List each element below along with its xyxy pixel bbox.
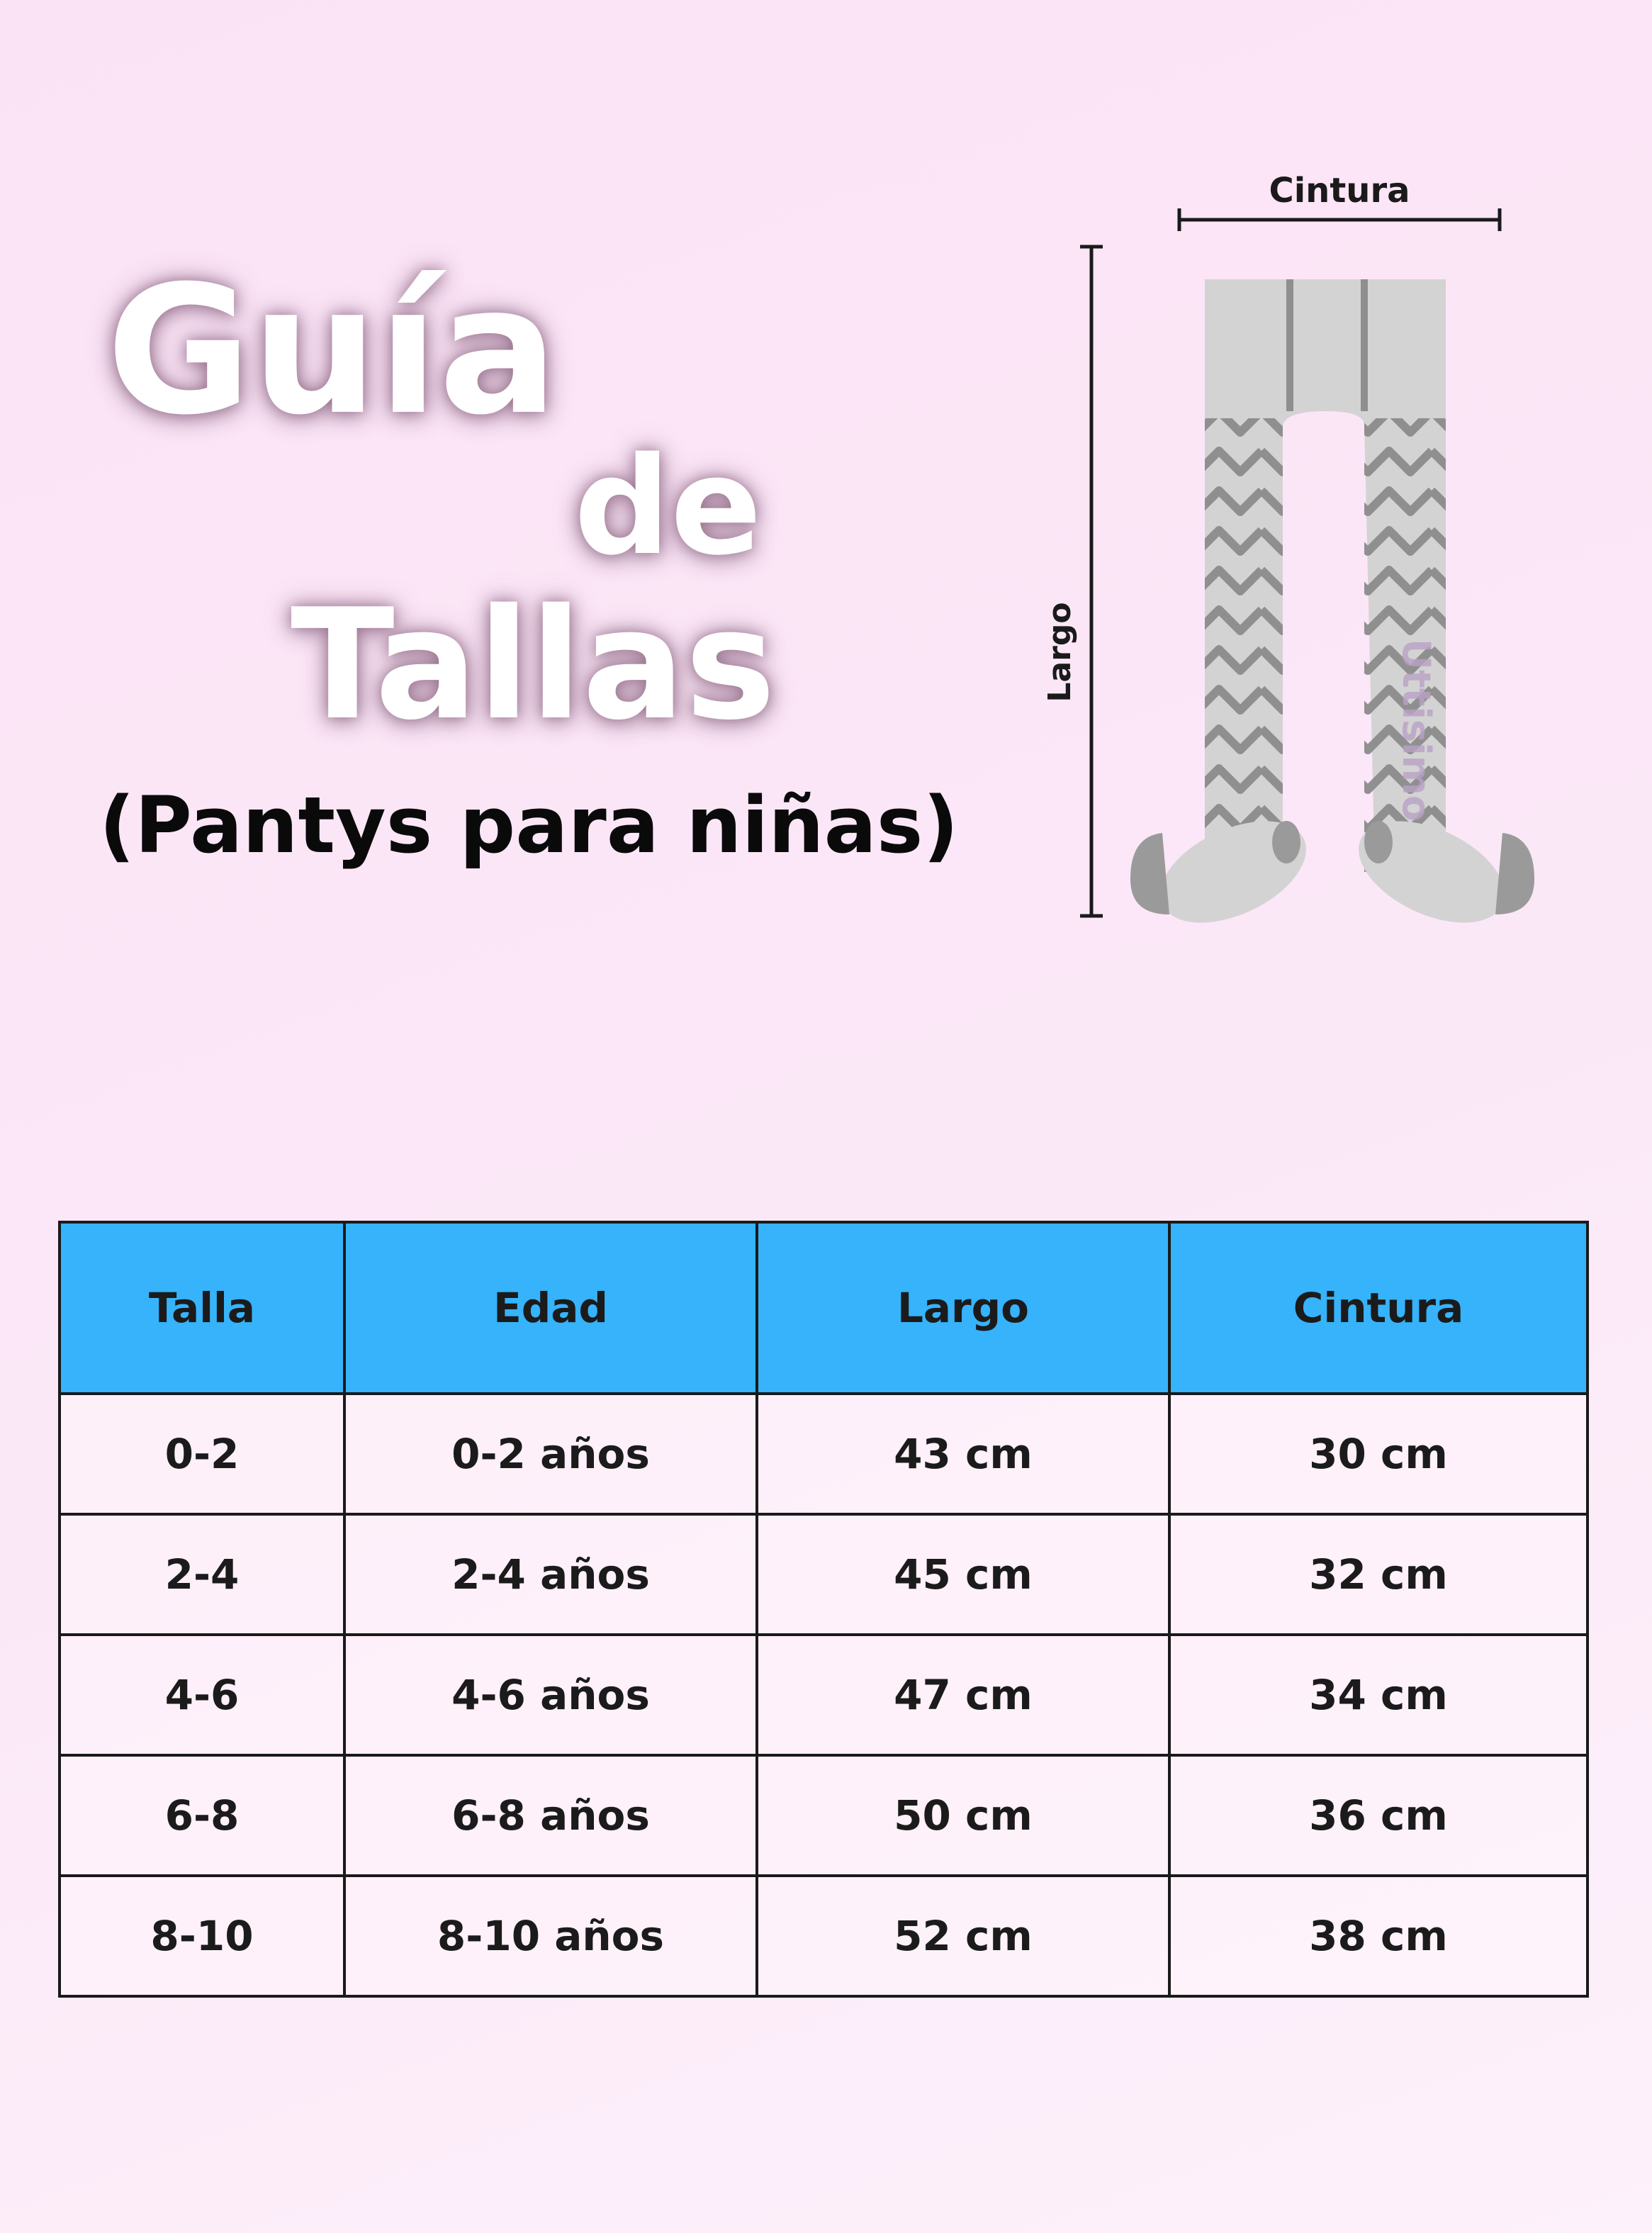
length-dimension	[1042, 247, 1103, 916]
waist-dimension	[1179, 171, 1500, 231]
cell-largo: 50 cm	[757, 1755, 1169, 1876]
table-header-row	[60, 1222, 1588, 1394]
title-line-guia: Guía	[106, 247, 558, 454]
header-largo: Largo	[757, 1222, 1169, 1394]
title-line-de: de	[574, 428, 762, 585]
length-label: Largo	[1042, 602, 1078, 703]
table-row	[60, 1876, 1588, 1996]
cell-talla: 6-8	[60, 1755, 344, 1876]
cell-largo: 43 cm	[757, 1394, 1169, 1514]
tights-icon	[1130, 279, 1534, 943]
cell-cintura: 30 cm	[1169, 1394, 1588, 1514]
subtitle: (Pantys para niñas)	[99, 780, 959, 871]
cell-largo: 45 cm	[757, 1514, 1169, 1635]
cell-talla: 8-10	[60, 1876, 344, 1996]
cell-cintura: 36 cm	[1169, 1755, 1588, 1876]
cell-talla: 4-6	[60, 1635, 344, 1755]
table-row	[60, 1394, 1588, 1514]
cell-edad: 2-4 años	[344, 1514, 757, 1635]
header-talla: Talla	[60, 1222, 344, 1394]
table-row	[60, 1635, 1588, 1755]
cell-talla: 0-2	[60, 1394, 344, 1514]
cell-cintura: 32 cm	[1169, 1514, 1588, 1635]
header-cintura: Cintura	[1169, 1222, 1588, 1394]
header-edad: Edad	[344, 1222, 757, 1394]
cell-largo: 52 cm	[757, 1876, 1169, 1996]
table-row	[60, 1755, 1588, 1876]
cell-cintura: 38 cm	[1169, 1876, 1588, 1996]
table-row	[60, 1514, 1588, 1635]
cell-edad: 0-2 años	[344, 1394, 757, 1514]
tights-diagram	[1006, 163, 1559, 943]
waist-label: Cintura	[1269, 171, 1410, 211]
cell-edad: 4-6 años	[344, 1635, 757, 1755]
cell-largo: 47 cm	[757, 1635, 1169, 1755]
cell-edad: 6-8 años	[344, 1755, 757, 1876]
cell-talla: 2-4	[60, 1514, 344, 1635]
cell-edad: 8-10 años	[344, 1876, 757, 1996]
title-line-tallas: Tallas	[291, 576, 776, 754]
watermark-logo: Uttisimo	[1394, 638, 1439, 822]
size-table	[58, 1221, 1589, 1998]
cell-cintura: 34 cm	[1169, 1635, 1588, 1755]
